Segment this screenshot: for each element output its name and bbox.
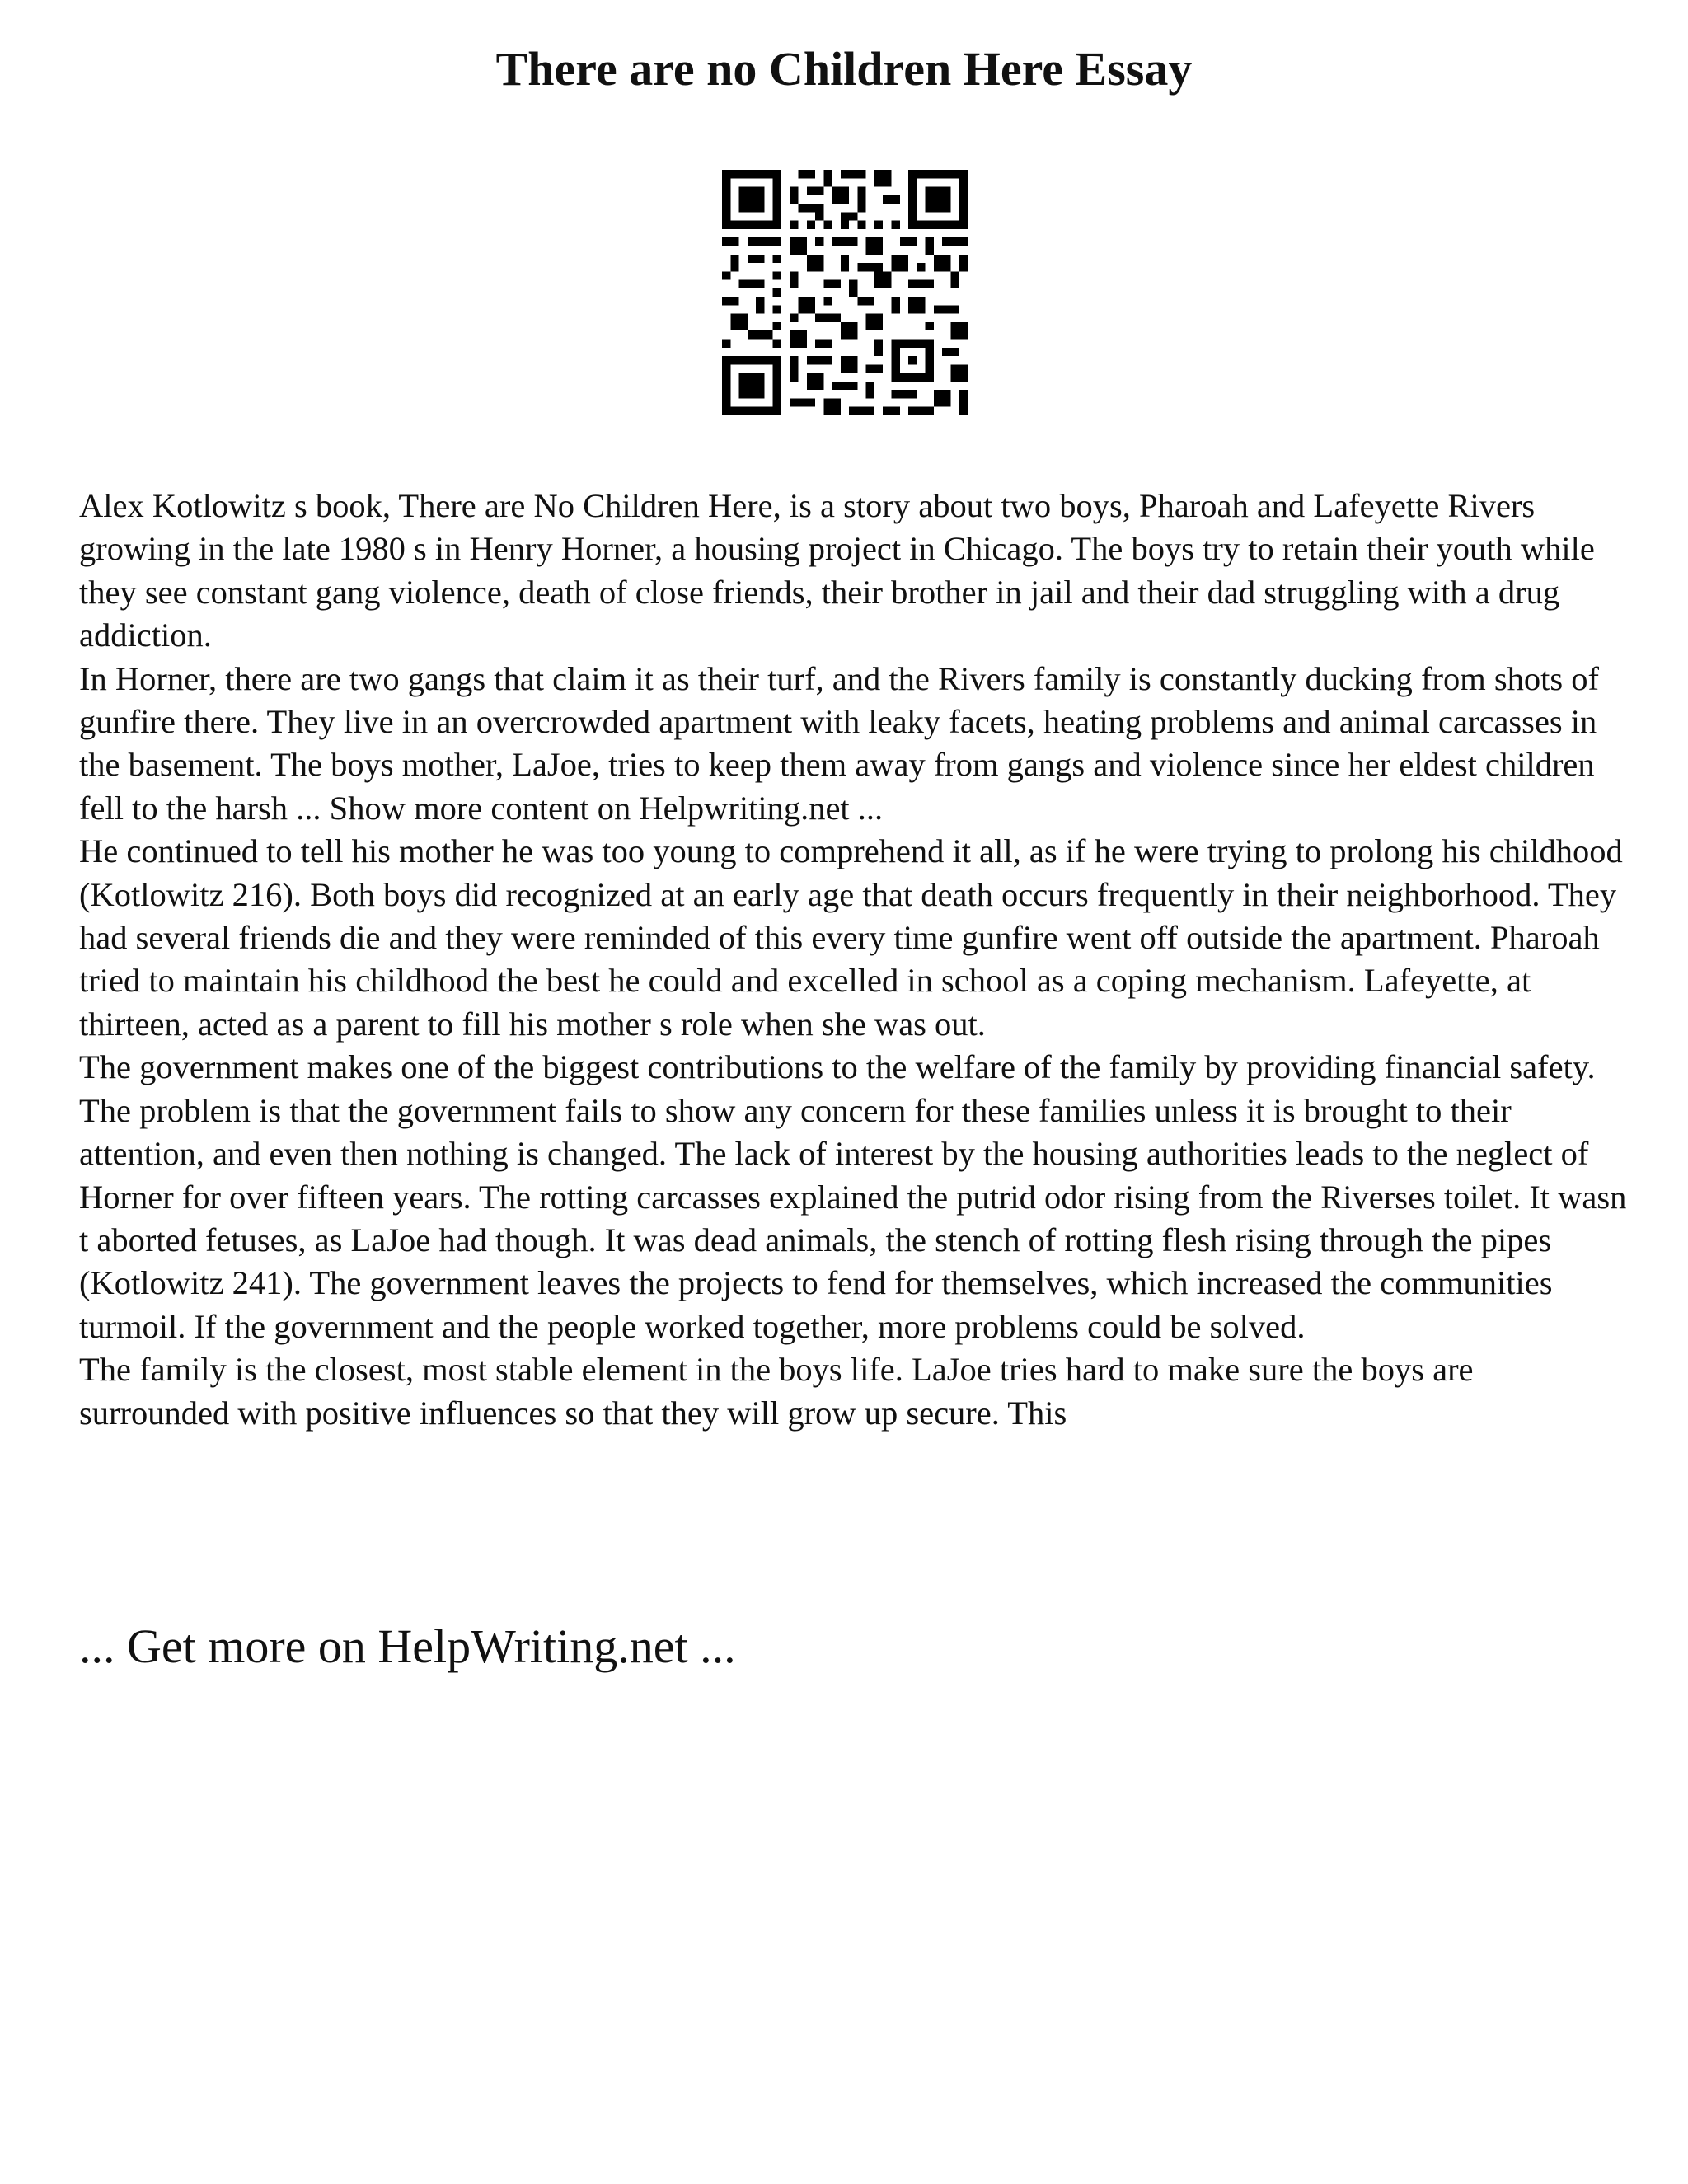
essay-paragraph-5: The family is the closest, most stable element in the boys life. LaJoe tries hard to make sure the boys are surrounded with positive influences so that they will grow up secure. This: [79, 1351, 1474, 1432]
essay-body: [79, 485, 1629, 1435]
get-more-link[interactable]: ... Get more on HelpWriting.net ...: [79, 1619, 736, 1673]
essay-paragraph-4: The government makes one of the biggest contributions to the welfare of the family by providing financial safety. The problem is that the government fails to show any concern for these families unless it is brought to their attention, and even then nothing is changed. The lack of interest by the housing authorities leads to the neglect of Horner for over fifteen years. The rotting carcasses explained the putrid odor rising from the Riverses toilet. It wasn t aborted fetuses, as LaJoe had though. It was dead animals, the stench of rotting flesh rising through the pipes (Kotlowitz 241). The government leaves the projects to fend for themselves, which increased the communities turmoil. If the government and the people worked together, more problems could be solved.: [79, 1048, 1627, 1345]
essay-paragraph-3: He continued to tell his mother he was too young to comprehend it all, as if he were trying to prolong his childhood (Kotlowitz 216). Both boys did recognized at an early age that death occurs frequently in their neighborhood. They had several friends die and they were reminded of this every time gunfire went off outside the apartment. Pharoah tried to maintain his childhood the best he could and excelled in school as a coping mechanism. Lafeyette, at thirteen, acted as a parent to fill his mother s role when she was out.: [79, 832, 1623, 1043]
document-title: There are no Children Here Essay: [495, 42, 1193, 96]
essay-paragraph-2: In Horner, there are two gangs that claim it as their turf, and the Rivers family is constantly ducking from shots of gunfire there. They live in an overcrowded apartment with leaky facets, heating problems and animal carcasses in the basement. The boys mother, LaJoe, tries to keep them away from gangs and violence since her eldest children fell to the harsh ... Show more content on Helpwriting.net ...: [79, 659, 1600, 827]
qr-code-icon: [722, 170, 968, 415]
essay-paragraph-1: Alex Kotlowitz s book, There are No Children Here, is a story about two boys, Pharoah and Lafeyette Rivers growing in the late 1980 s in Henry Horner, a housing project in Chicago. The boys try to retain their youth while they see constant gang violence, death of close friends, their brother in jail and their dad struggling with a drug addiction.: [79, 487, 1595, 654]
